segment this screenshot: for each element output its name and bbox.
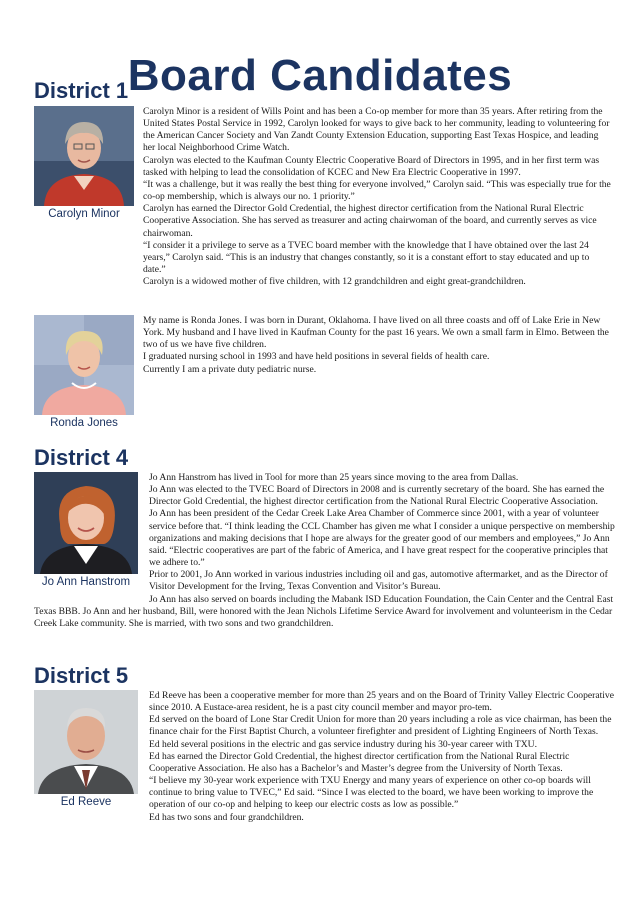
paragraph: Ed held several positions in the electric and gas service industry during his 30-year career with TXU.	[149, 738, 537, 750]
paragraph: Carolyn Minor is a resident of Wills Point and has been a Co-op member for more than 35 years. After retiring from the United States Postal Service in 1992, Carolyn looked for ways to give back to her community, leading to volunteering for the American Cancer Society and Van Zandt County Extension Education, supporting East Texas Hospice, and leading her local Neighborhood Crime Watch.	[143, 106, 610, 154]
carolyn-minor-photo	[34, 106, 134, 206]
ronda-jones-bio	[143, 315, 613, 376]
paragraph: Jo Ann has also served on boards including the Mabank ISD Education Foundation, the Cain Center and the Central East Texas BBB. Jo Ann and her husband, Bill, were honored with the Jean Nichols Lifetime Service Award for involvement and volunteerism in the Cedar Creek Lake community. She is married, with two sons and two grandchildren.	[34, 593, 614, 629]
paragraph: My name is Ronda Jones. I was born in Durant, Oklahoma. I have lived on all three coasts and off of Lake Erie in New York. My husband and I have lived in Kaufman County for the past 16 years. We own a small farm in Elmo. Between the two of us we have five children.	[143, 315, 609, 351]
float-spacer	[34, 472, 149, 604]
ronda-jones-name: Ronda Jones	[50, 417, 118, 429]
paragraph: Carolyn has earned the Director Gold Credential, the highest director certification from the National Rural Electric Cooperative Association. She has served as treasurer and acting chairwoman of the board, and currently serves as vice chairwoman.	[143, 203, 597, 239]
page-title: Board Candidates	[127, 51, 513, 101]
paragraph: Jo Ann has been president of the Cedar Creek Lake Area Chamber of Commerce since 2001, with a year of volunteer service before that. “I think leading the CCL Chamber has given me what I consider a unique perspective on membership organizations and making decisions that I hope are always for the greater good of our members and employees,” Jo Ann said. “Electric cooperatives are part of the fabric of America, and I have great respect for the cooperative principles that we adhere to.”	[149, 508, 615, 569]
ronda-jones-photo	[34, 315, 134, 415]
paragraph: Ed Reeve has been a cooperative member for more than 25 years and on the Board of Trinity Valley Electric Cooperative since 2010. A Eustace-area resident, he is a past city council member and mayor pro-tem.	[149, 690, 614, 714]
paragraph: “It was a challenge, but it was really the best thing for everyone involved,” Carolyn said. “This was especially true for the co-op membership, which is always our no. 1 priority.”	[143, 178, 611, 203]
paragraph: Jo Ann was elected to the TVEC Board of Directors in 2008 and is currently secretary of the board. She has earned the Director Gold Credential, the highest director certification from the National Rural Electric Cooperative Association.	[149, 484, 605, 508]
paragraph: I graduated nursing school in 1993 and have held positions in several fields of health care.	[143, 351, 490, 363]
paragraph: Prior to 2001, Jo Ann worked in various industries including oil and gas, automotive aftermarket, and as the Director of Visitor Development for the Irving, Texas Convention and Visitor’s Bureau.	[149, 569, 608, 593]
carolyn-minor-bio	[143, 106, 613, 288]
jo-ann-hanstrom-name: Jo Ann Hanstrom	[41, 576, 131, 588]
paragraph: Jo Ann Hanstrom has lived in Tool for more than 25 years since moving to the area from Dallas.	[149, 472, 519, 483]
jo-ann-hanstrom-bio	[34, 472, 616, 630]
paragraph: Carolyn was elected to the Kaufman County Electric Cooperative Board of Directors in 1995, and in her first term was tasked with helping to lead the consolidation of KCEC and New Era Electric Cooperative in 1997.	[143, 154, 600, 178]
paragraph: Ed has earned the Director Gold Credential, the highest director certification from the National Rural Electric Cooperative Association. He also has a Bachelor’s and Master’s degree from the University of North Texas.	[149, 750, 570, 774]
paragraph: “I consider it a privilege to serve as a TVEC board member with the knowledge that I have obtained over the last 24 years,” Carolyn said. “This is an industry that changes constantly, so it is a constant effort to stay educated and up to date.”	[143, 239, 590, 276]
district-5-heading: District 5	[34, 663, 129, 688]
district-4-heading: District 4	[34, 445, 129, 470]
paragraph: Ed has two sons and four grandchildren.	[149, 811, 304, 823]
paragraph: “I believe my 30-year work experience with TXU Energy and many years of experience on other co-op boards will continue to bring value to TVEC,” Ed said. “Since I was elected to the board, we have been working to improve the operation of our co-op and helping to keep our electric costs as low as possible.”	[149, 775, 594, 811]
ed-reeve-bio	[34, 690, 616, 828]
carolyn-minor-name: Carolyn Minor	[48, 208, 120, 220]
paragraph: Ed served on the board of Lone Star Credit Union for more than 20 years including a role as vice chairman, has been the finance chair for the First Baptist Church, a volunteer firefighter and president of Lighting Engineers of North Texas.	[149, 714, 612, 738]
ed-reeve-name: Ed Reeve	[60, 796, 112, 808]
paragraph: Carolyn is a widowed mother of five children, with 12 grandchildren and eight great-grandchildren.	[143, 276, 526, 288]
float-spacer	[34, 690, 149, 828]
district-1-heading: District 1	[34, 78, 129, 103]
paragraph: Currently I am a private duty pediatric nurse.	[143, 363, 317, 375]
